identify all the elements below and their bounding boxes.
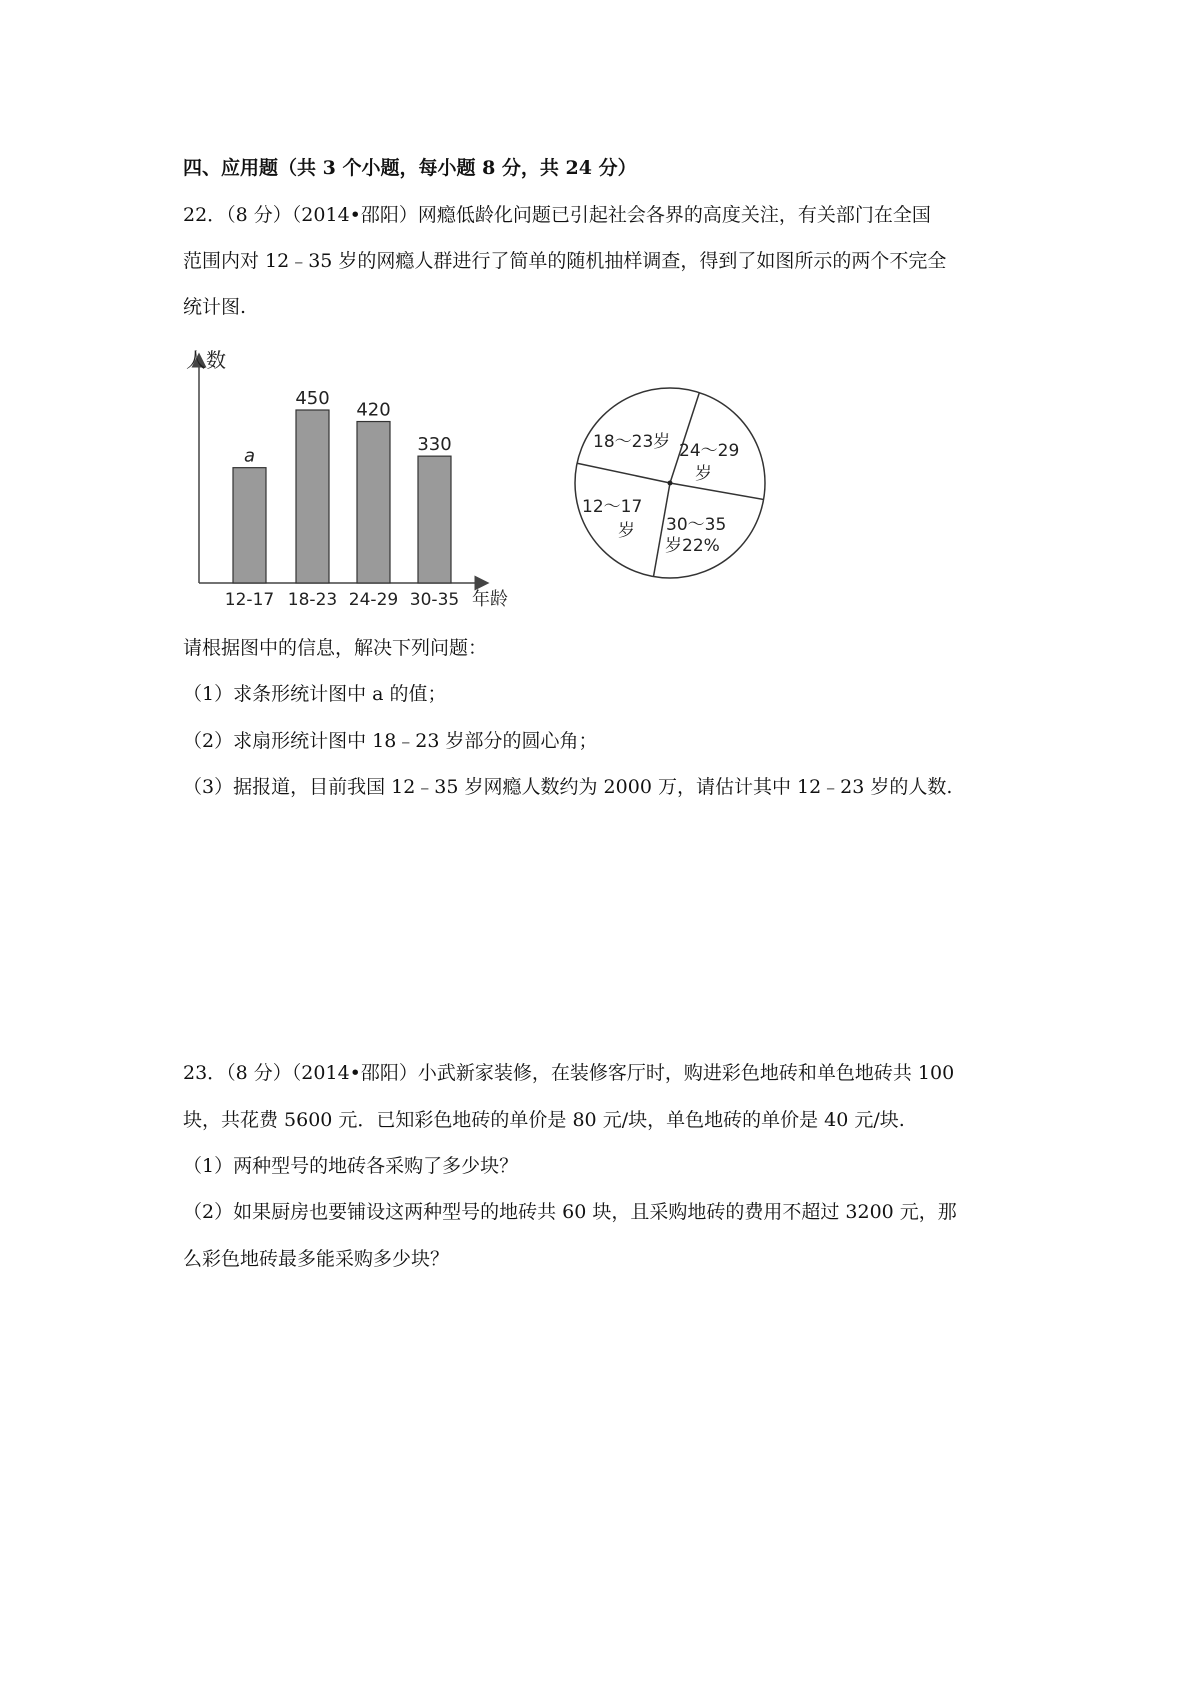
q22-line-1: 22．（8 分）（2014•邵阳）网瘾低龄化问题已引起社会各界的高度关注，有关部门在全国 (183, 204, 931, 226)
bar-30-35 (418, 456, 451, 583)
q23-line-1: 23．（8 分）（2014•邵阳）小武新家装修，在装修客厅时，购进彩色地砖和单色地砖共 100 (183, 1062, 955, 1084)
q23-sub-question-1: （1）两种型号的地砖各采购了多少块？ (183, 1155, 519, 1177)
pie-label-12-17: 12～17 岁 (582, 497, 643, 541)
pie-label-30-35: 30～35 岁22% (665, 515, 727, 556)
bar-value-label-18-23: 450 (295, 388, 330, 409)
q22-sub-question-3: （3）据报道，目前我国 12﹣35 岁网瘾人数约为 2000 万，请估计其中 12﹣23 岁的人数. (183, 776, 953, 798)
q23-line-2: 块，共花费 5600 元．已知彩色地砖的单价是 80 元/块，单色地砖的单价是 40 元/块. (183, 1109, 905, 1131)
x-axis-label: 年龄 (472, 589, 508, 610)
pie-chart (575, 388, 765, 578)
section-heading: 四、应用题（共 3 个小题，每小题 8 分，共 24 分） (183, 157, 637, 179)
q22-line-2: 范围内对 12﹣35 岁的网瘾人群进行了简单的随机抽样调查，得到了如图所示的两个不完全 (183, 250, 947, 272)
q23-sub-question-2: （2）如果厨房也要铺设这两种型号的地砖共 60 块，且采购地砖的费用不超过 3200 元，那 (183, 1201, 957, 1223)
bar-value-label-24-29: 420 (356, 399, 391, 421)
bar-12-17 (233, 468, 266, 583)
q22-prompt: 请根据图中的信息，解决下列问题： (183, 637, 488, 659)
bar-value-label-30-35: 330 (417, 434, 452, 456)
q23-sub-question-3: 么彩色地砖最多能采购多少块？ (183, 1248, 450, 1270)
bar-chart (186, 348, 508, 610)
bar-value-label-12-17: a (243, 445, 256, 467)
pie-center-dot (668, 481, 673, 486)
pie-label-24-29: 24～29 岁 (679, 441, 740, 484)
bar-24-29 (357, 422, 390, 583)
x-tick-label-24-29: 24-29 (348, 590, 399, 610)
q22-sub-question-2: （2）求扇形统计图中 18﹣23 岁部分的圆心角； (183, 730, 598, 752)
q22-sub-question-1: （1）求条形统计图中 a 的值； (183, 683, 447, 705)
bar-18-23 (296, 410, 329, 583)
q22-line-3: 统计图. (183, 296, 247, 318)
pie-label-18-23: 18～23岁 (593, 432, 671, 452)
x-tick-label-12-17: 12-17 (224, 590, 275, 610)
pie-boundary-1 (670, 483, 764, 499)
y-axis-label: 人数 (186, 348, 226, 372)
x-tick-label-30-35: 30-35 (409, 590, 460, 610)
pie-boundary-3 (577, 463, 670, 483)
x-tick-label-18-23: 18-23 (287, 590, 338, 610)
